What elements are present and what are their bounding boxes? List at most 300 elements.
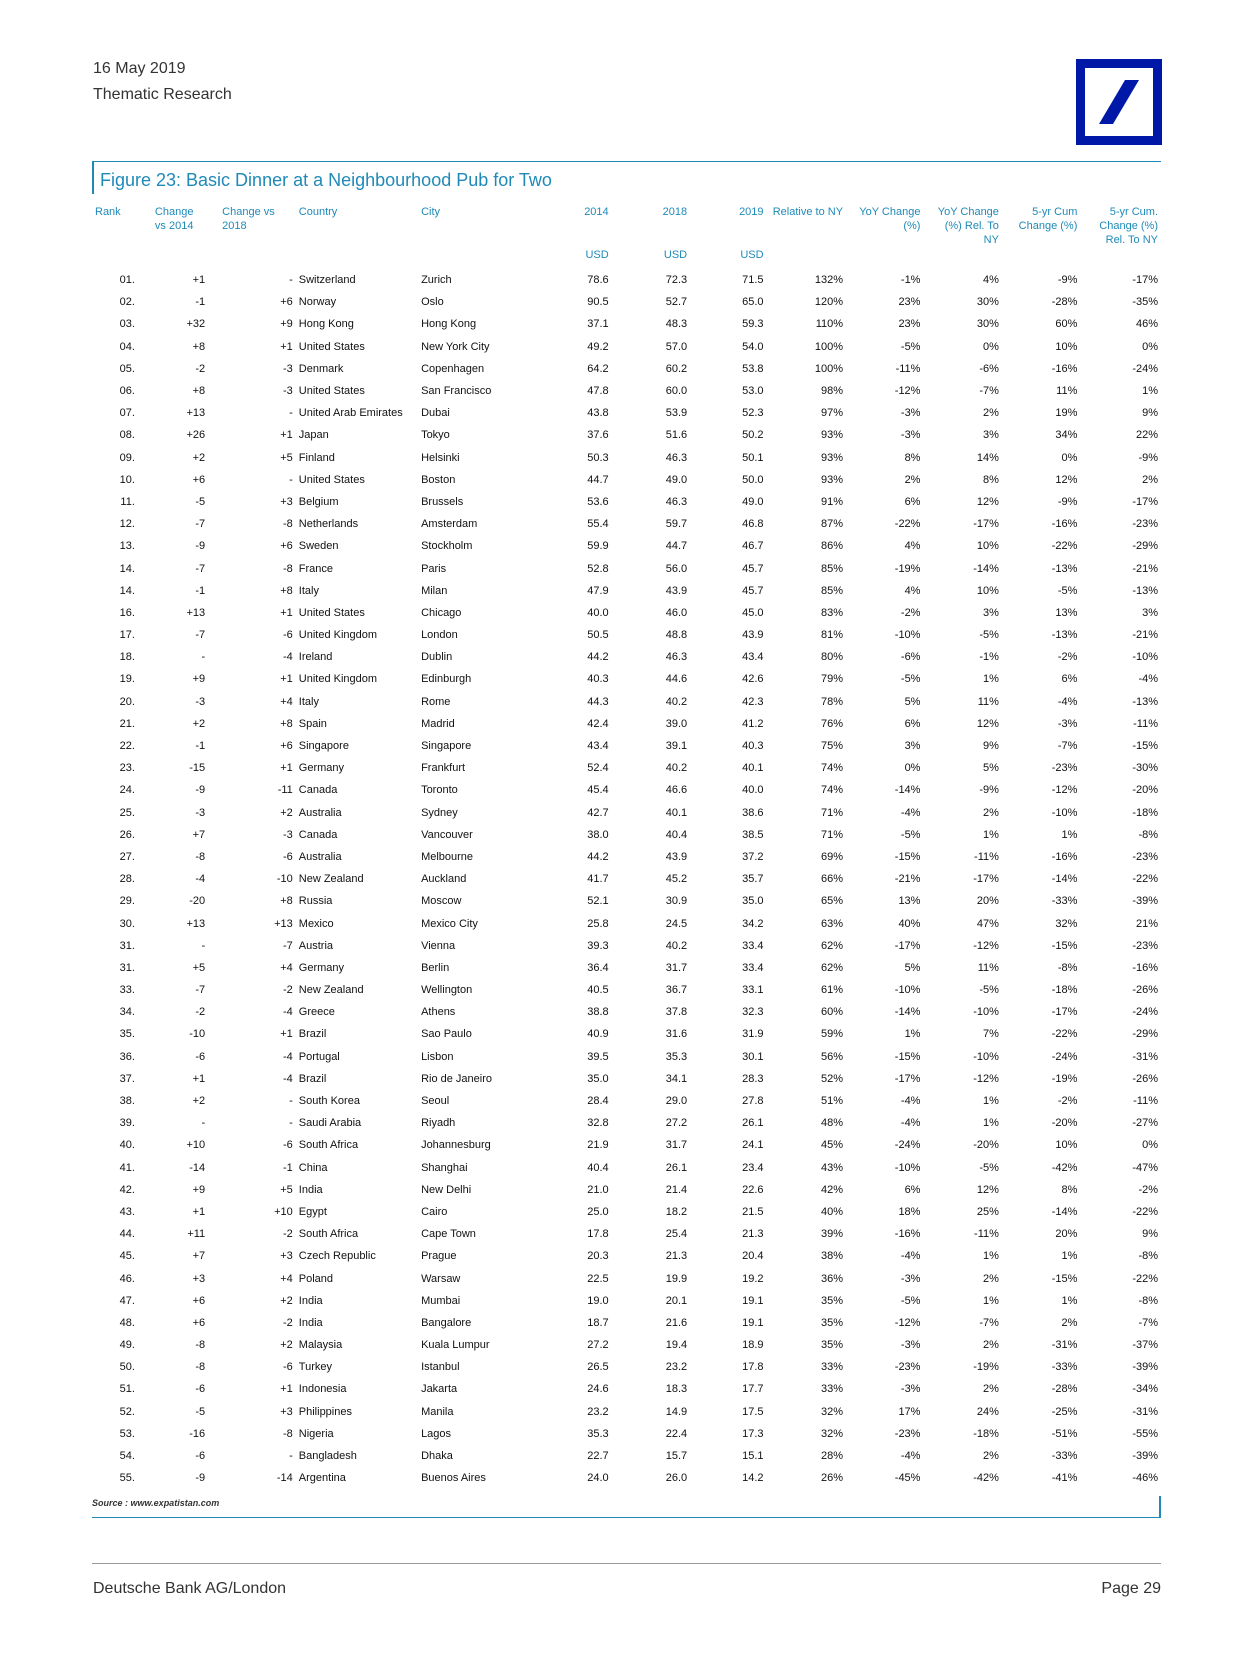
table-cell: 100% bbox=[814, 340, 844, 353]
table-cell: 47. bbox=[119, 1294, 135, 1307]
table-row bbox=[92, 779, 1161, 801]
table-cell: 14% bbox=[976, 451, 999, 464]
table-cell: 34.2 bbox=[742, 917, 764, 930]
table-cell: Germany bbox=[298, 961, 345, 974]
table-cell: 53.8 bbox=[742, 362, 764, 375]
table-cell: United States bbox=[298, 340, 365, 353]
table-cell: 51.6 bbox=[665, 429, 688, 442]
table-cell: 52.7 bbox=[665, 296, 688, 309]
table-cell: Riyadh bbox=[421, 1117, 456, 1130]
table-cell: 43.9 bbox=[665, 584, 688, 597]
table-body bbox=[92, 269, 1161, 1489]
table-cell: 26.1 bbox=[665, 1161, 688, 1174]
table-cell: 11% bbox=[977, 695, 999, 708]
table-cell: Edinburgh bbox=[421, 673, 472, 686]
table-cell: 76% bbox=[821, 717, 844, 730]
table-cell: +26 bbox=[186, 429, 206, 442]
table-cell: -9% bbox=[1057, 495, 1078, 508]
table-cell: +2 bbox=[192, 1095, 206, 1108]
table-cell: -51% bbox=[1051, 1427, 1078, 1440]
table-cell: China bbox=[298, 1161, 328, 1174]
figure-bottom-rule bbox=[92, 1517, 1161, 1518]
table-cell: 15.1 bbox=[742, 1450, 764, 1463]
table-cell: 24.1 bbox=[742, 1139, 764, 1152]
table-cell: -2 bbox=[195, 1006, 206, 1019]
table-cell: Seoul bbox=[421, 1095, 450, 1108]
table-cell: 71% bbox=[821, 828, 844, 841]
table-cell: -23% bbox=[1132, 939, 1158, 952]
unit-label bbox=[296, 249, 418, 269]
table-cell: 27.8 bbox=[742, 1095, 764, 1108]
table-cell: 51% bbox=[821, 1095, 844, 1108]
table-cell: 10% bbox=[976, 540, 999, 553]
table-cell: -7 bbox=[195, 984, 206, 997]
table-cell: -17% bbox=[894, 1072, 921, 1085]
table-cell: Finland bbox=[298, 451, 335, 464]
table-cell: Mexico City bbox=[421, 917, 478, 930]
table-cell: +9 bbox=[192, 1183, 206, 1196]
table-cell: -3% bbox=[900, 429, 921, 442]
table-cell: 30% bbox=[976, 318, 999, 331]
table-cell: 1% bbox=[983, 828, 999, 841]
table-cell: 25. bbox=[119, 806, 135, 819]
table-cell: 91% bbox=[821, 495, 844, 508]
table-cell: 55. bbox=[119, 1472, 135, 1485]
table-cell: Lisbon bbox=[421, 1050, 454, 1063]
table-cell: 31.6 bbox=[665, 1028, 688, 1041]
table-cell: 46.6 bbox=[665, 784, 688, 797]
table-cell: 32% bbox=[1055, 917, 1078, 930]
table-cell: -3% bbox=[900, 1383, 921, 1396]
table-cell: 65.0 bbox=[742, 296, 764, 309]
table-cell: 2% bbox=[904, 473, 921, 486]
table-cell: 13% bbox=[1055, 606, 1078, 619]
column-header: Change vs 2014 bbox=[154, 206, 194, 232]
table-cell: Tokyo bbox=[421, 429, 450, 442]
table-cell: 93% bbox=[821, 451, 844, 464]
table-cell: -8 bbox=[195, 850, 206, 863]
table-cell: 28. bbox=[119, 873, 135, 886]
table-cell: -3 bbox=[283, 828, 293, 841]
table-cell: 06. bbox=[119, 385, 135, 398]
table-cell: +5 bbox=[280, 451, 293, 464]
table-cell: Warsaw bbox=[421, 1272, 461, 1285]
table-row bbox=[92, 447, 1161, 469]
table-cell: 20. bbox=[119, 695, 135, 708]
table-cell: - bbox=[289, 1095, 293, 1108]
table-cell: -14% bbox=[1051, 1205, 1078, 1218]
table-cell: -25% bbox=[1051, 1405, 1078, 1418]
table-cell: 53.0 bbox=[742, 385, 764, 398]
table-cell: 2% bbox=[983, 1339, 999, 1352]
table-cell: -10% bbox=[1132, 651, 1158, 664]
table-cell: +8 bbox=[280, 584, 293, 597]
table-cell: 61% bbox=[821, 984, 844, 997]
table-cell: 45% bbox=[821, 1139, 844, 1152]
table-cell: 44.6 bbox=[665, 673, 688, 686]
table-cell: -7% bbox=[1057, 740, 1078, 753]
table-cell: 04. bbox=[119, 340, 135, 353]
table-cell: 6% bbox=[904, 717, 921, 730]
table-cell: -6 bbox=[283, 850, 293, 863]
table-cell: 43.8 bbox=[587, 407, 609, 420]
table-cell: 27.2 bbox=[665, 1117, 688, 1130]
table-cell: 19.2 bbox=[742, 1272, 764, 1285]
table-cell: -8% bbox=[1138, 1294, 1158, 1307]
table-cell: 8% bbox=[1061, 1183, 1078, 1196]
table-cell: 12% bbox=[976, 495, 999, 508]
table-cell: Greece bbox=[298, 1006, 335, 1019]
table-cell: -4% bbox=[1057, 695, 1078, 708]
table-cell: 59% bbox=[821, 1028, 844, 1041]
table-cell: - bbox=[289, 473, 293, 486]
table-cell: -16% bbox=[1132, 961, 1158, 974]
table-cell: +2 bbox=[192, 717, 206, 730]
table-cell: 50.2 bbox=[742, 429, 764, 442]
table-cell: Italy bbox=[298, 584, 319, 597]
table-cell: 40.3 bbox=[742, 740, 764, 753]
table-cell: +6 bbox=[192, 473, 206, 486]
table-cell: 7% bbox=[983, 1028, 999, 1041]
table-cell: 46.0 bbox=[665, 606, 688, 619]
table-cell: -31% bbox=[1051, 1339, 1078, 1352]
table-cell: Frankfurt bbox=[421, 762, 466, 775]
table-cell: -2% bbox=[1057, 1095, 1078, 1108]
footer-publisher: Deutsche Bank AG/London bbox=[93, 1580, 287, 1597]
table-cell: 28.4 bbox=[587, 1095, 609, 1108]
table-cell: Moscow bbox=[421, 895, 462, 908]
table-cell: 32.8 bbox=[587, 1117, 609, 1130]
page-number: Page 29 bbox=[1101, 1580, 1161, 1597]
table-cell: 31.7 bbox=[665, 1139, 688, 1152]
table-row bbox=[92, 1001, 1161, 1023]
table-cell: -8 bbox=[283, 518, 293, 531]
table-cell: 20% bbox=[1055, 1228, 1078, 1241]
table-cell: 52.8 bbox=[587, 562, 609, 575]
table-cell: Helsinki bbox=[421, 451, 460, 464]
table-cell: 60% bbox=[821, 1006, 844, 1019]
table-cell: -5% bbox=[979, 984, 999, 997]
table-cell: 03. bbox=[119, 318, 135, 331]
table-cell: -22% bbox=[1132, 1205, 1158, 1218]
table-cell: 1% bbox=[1142, 385, 1158, 398]
table-cell: +13 bbox=[274, 917, 293, 930]
table-cell: -9% bbox=[1057, 274, 1078, 287]
table-cell: 45.7 bbox=[742, 562, 764, 575]
table-cell: Singapore bbox=[421, 740, 472, 753]
table-cell: -23% bbox=[894, 1361, 921, 1374]
table-row bbox=[92, 1023, 1161, 1045]
table-row bbox=[92, 1223, 1161, 1245]
table-cell: 44.2 bbox=[587, 651, 609, 664]
table-cell: 46.3 bbox=[665, 651, 688, 664]
table-cell: Switzerland bbox=[298, 274, 356, 287]
table-cell: 11% bbox=[1056, 385, 1078, 398]
table-cell: 21.3 bbox=[665, 1250, 688, 1263]
table-cell: 17% bbox=[898, 1405, 921, 1418]
table-cell: 14. bbox=[119, 562, 135, 575]
table-cell: +6 bbox=[192, 1294, 206, 1307]
table-cell: 44.2 bbox=[587, 850, 609, 863]
table-cell: 1% bbox=[983, 1117, 999, 1130]
table-cell: -2% bbox=[1057, 651, 1078, 664]
table-cell: -9% bbox=[979, 784, 999, 797]
table-row bbox=[92, 802, 1161, 824]
table-cell: -13% bbox=[1132, 695, 1158, 708]
table-cell: -8% bbox=[1057, 961, 1078, 974]
table-cell: 02. bbox=[119, 296, 135, 309]
table-cell: 38% bbox=[821, 1250, 844, 1263]
table-cell: -28% bbox=[1051, 1383, 1078, 1396]
table-cell: Madrid bbox=[421, 717, 455, 730]
table-row bbox=[92, 580, 1161, 602]
table-cell: San Francisco bbox=[421, 385, 492, 398]
table-cell: -20% bbox=[1051, 1117, 1078, 1130]
table-cell: 38. bbox=[119, 1095, 135, 1108]
table-cell: 2% bbox=[983, 1383, 999, 1396]
column-header: City bbox=[421, 206, 441, 218]
table-cell: -16 bbox=[189, 1427, 206, 1440]
table-cell: 01. bbox=[119, 274, 135, 287]
table-cell: 52.1 bbox=[587, 895, 609, 908]
table-cell: 13% bbox=[898, 895, 921, 908]
table-cell: 27.2 bbox=[587, 1339, 609, 1352]
table-cell: 17.8 bbox=[587, 1228, 609, 1241]
table-cell: 62% bbox=[821, 961, 844, 974]
table-cell: 0% bbox=[904, 762, 921, 775]
table-cell: +6 bbox=[280, 740, 293, 753]
figure-title: Figure 23: Basic Dinner at a Neighbourhood Pub for Two bbox=[100, 170, 552, 190]
table-cell: -6% bbox=[900, 651, 921, 664]
table-cell: 56.0 bbox=[665, 562, 688, 575]
table-cell: Czech Republic bbox=[298, 1250, 376, 1263]
table-cell: 71% bbox=[821, 806, 844, 819]
table-cell: -5% bbox=[900, 1294, 921, 1307]
table-cell: 35. bbox=[119, 1028, 135, 1041]
table-row bbox=[92, 1312, 1161, 1334]
table-cell: 48.8 bbox=[665, 629, 688, 642]
table-cell: Paris bbox=[421, 562, 447, 575]
table-cell: 93% bbox=[821, 473, 844, 486]
table-cell: -26% bbox=[1132, 1072, 1158, 1085]
table-cell: 27. bbox=[119, 850, 135, 863]
table-cell: 74% bbox=[821, 784, 844, 797]
table-cell: -5 bbox=[195, 1405, 206, 1418]
table-cell: Copenhagen bbox=[421, 362, 485, 375]
table-cell: 37.8 bbox=[665, 1006, 688, 1019]
table-cell: Brussels bbox=[421, 495, 464, 508]
table-cell: 33.1 bbox=[742, 984, 764, 997]
table-cell: +8 bbox=[280, 895, 293, 908]
table-cell: Russia bbox=[298, 895, 333, 908]
table-cell: -15% bbox=[894, 850, 921, 863]
table-cell: 86% bbox=[821, 540, 844, 553]
table-cell: -2 bbox=[283, 1228, 293, 1241]
table-cell: 21.4 bbox=[665, 1183, 688, 1196]
table-cell: 98% bbox=[821, 385, 844, 398]
table-cell: 60.0 bbox=[665, 385, 688, 398]
unit-label bbox=[92, 249, 141, 269]
table-cell: Boston bbox=[421, 473, 456, 486]
table-cell: 35% bbox=[821, 1339, 844, 1352]
table-cell: 40.5 bbox=[587, 984, 609, 997]
table-cell: 1% bbox=[983, 1250, 999, 1263]
table-cell: New Zealand bbox=[298, 873, 364, 886]
table-cell: 46.3 bbox=[665, 451, 688, 464]
table-cell: 46.7 bbox=[742, 540, 764, 553]
table-cell: -6 bbox=[195, 1450, 206, 1463]
table-cell: 42.7 bbox=[587, 806, 609, 819]
table-cell: 2% bbox=[983, 407, 999, 420]
table-cell: 40.1 bbox=[665, 806, 688, 819]
table-cell: Wellington bbox=[421, 984, 473, 997]
table-cell: Brazil bbox=[298, 1072, 327, 1085]
table-cell: -6 bbox=[195, 1383, 206, 1396]
table-cell: -8 bbox=[195, 1339, 206, 1352]
table-cell: -8% bbox=[1138, 1250, 1158, 1263]
unit-label: USD bbox=[740, 249, 764, 261]
table-cell: -17% bbox=[973, 518, 999, 531]
table-cell: 30. bbox=[119, 917, 135, 930]
table-cell: 87% bbox=[821, 518, 844, 531]
table-cell: -2 bbox=[283, 1316, 293, 1329]
table-cell: 53.9 bbox=[665, 407, 688, 420]
table-cell: 2% bbox=[1142, 473, 1158, 486]
table-cell: 39.1 bbox=[665, 740, 688, 753]
table-cell: - bbox=[289, 1450, 293, 1463]
table-cell: 39.3 bbox=[587, 939, 609, 952]
table-cell: 21. bbox=[119, 717, 135, 730]
table-cell: 5% bbox=[904, 695, 921, 708]
table-cell: Vienna bbox=[421, 939, 456, 952]
table-cell: 25.8 bbox=[587, 917, 609, 930]
table-cell: +4 bbox=[280, 1272, 293, 1285]
table-cell: +7 bbox=[192, 1250, 206, 1263]
table-cell: -7% bbox=[979, 385, 999, 398]
table-cell: 26.0 bbox=[665, 1472, 688, 1485]
table-cell: 71.5 bbox=[742, 274, 764, 287]
table-cell: - bbox=[289, 274, 293, 287]
table-row bbox=[92, 912, 1161, 934]
table-cell: United States bbox=[298, 606, 365, 619]
table-cell: 19% bbox=[1055, 407, 1078, 420]
table-cell: +2 bbox=[192, 451, 206, 464]
table-cell: Johannesburg bbox=[421, 1139, 491, 1152]
table-cell: -23% bbox=[894, 1427, 921, 1440]
table-cell: 47.9 bbox=[587, 584, 609, 597]
table-cell: - bbox=[289, 407, 293, 420]
table-cell: +9 bbox=[192, 673, 206, 686]
table-cell: -5 bbox=[195, 495, 206, 508]
table-cell: 3% bbox=[1142, 606, 1158, 619]
table-cell: 45.2 bbox=[665, 873, 688, 886]
table-cell: Ireland bbox=[298, 651, 333, 664]
table-cell: -15% bbox=[1051, 1272, 1078, 1285]
table-cell: 41.7 bbox=[587, 873, 609, 886]
table-cell: -10% bbox=[973, 1006, 999, 1019]
table-cell: 39. bbox=[119, 1117, 135, 1130]
table-cell: -20% bbox=[973, 1139, 999, 1152]
table-cell: 25% bbox=[976, 1205, 999, 1218]
table-cell: -3% bbox=[900, 1339, 921, 1352]
table-cell: 24% bbox=[976, 1405, 999, 1418]
table-cell: -22% bbox=[894, 518, 921, 531]
table-cell: United Arab Emirates bbox=[298, 407, 403, 420]
table-cell: 19. bbox=[119, 673, 135, 686]
table-cell: 59.3 bbox=[742, 318, 764, 331]
table-cell: 25.4 bbox=[665, 1228, 688, 1241]
table-cell: 66% bbox=[821, 873, 844, 886]
table-cell: Toronto bbox=[421, 784, 458, 797]
table-cell: -5% bbox=[1057, 584, 1078, 597]
table-cell: - bbox=[201, 1117, 206, 1130]
table-row bbox=[92, 469, 1161, 491]
table-cell: 41.2 bbox=[742, 717, 764, 730]
table-cell: +13 bbox=[186, 606, 206, 619]
table-cell: 40.2 bbox=[665, 939, 688, 952]
table-cell: -12% bbox=[973, 1072, 999, 1085]
table-cell: +11 bbox=[187, 1228, 206, 1241]
table-cell: -11 bbox=[277, 784, 293, 797]
table-cell: -1 bbox=[195, 740, 206, 753]
table-cell: 20.1 bbox=[665, 1294, 688, 1307]
table-cell: Argentina bbox=[298, 1472, 346, 1485]
table-cell: -12% bbox=[1051, 784, 1078, 797]
table-cell: 39.0 bbox=[665, 717, 688, 730]
table-cell: -1 bbox=[283, 1161, 293, 1174]
table-row bbox=[92, 1090, 1161, 1112]
table-cell: Egypt bbox=[298, 1205, 327, 1218]
table-cell: Shanghai bbox=[421, 1161, 468, 1174]
table-cell: -28% bbox=[1051, 296, 1078, 309]
table-cell: Australia bbox=[298, 806, 342, 819]
table-cell: Hong Kong bbox=[421, 318, 477, 331]
table-cell: 43. bbox=[119, 1205, 135, 1218]
table-cell: 21.9 bbox=[587, 1139, 609, 1152]
table-cell: -21% bbox=[1132, 629, 1158, 642]
table-cell: 4% bbox=[904, 540, 921, 553]
report-type: Thematic Research bbox=[93, 86, 232, 103]
table-cell: 19.1 bbox=[742, 1316, 764, 1329]
table-row bbox=[92, 269, 1161, 291]
table-cell: 35.0 bbox=[742, 895, 764, 908]
column-header: 5-yr Cum Change (%) bbox=[1018, 206, 1078, 232]
table-row bbox=[92, 1445, 1161, 1467]
table-cell: 33. bbox=[119, 984, 135, 997]
table-cell: 69% bbox=[821, 850, 844, 863]
table-row bbox=[92, 1334, 1161, 1356]
table-cell: -8% bbox=[1138, 828, 1158, 841]
table-cell: 18. bbox=[119, 651, 135, 664]
table-cell: Germany bbox=[298, 762, 345, 775]
table-units-row bbox=[92, 249, 1161, 269]
table-cell: 40.2 bbox=[665, 695, 688, 708]
table-cell: +3 bbox=[280, 1405, 293, 1418]
table-cell: 35.3 bbox=[665, 1050, 688, 1063]
table-cell: -4 bbox=[283, 1072, 293, 1085]
table-cell: -31% bbox=[1132, 1405, 1158, 1418]
table-cell: Jakarta bbox=[421, 1383, 458, 1396]
table-cell: 26.5 bbox=[587, 1361, 609, 1374]
column-header: 2018 bbox=[662, 206, 688, 218]
table-cell: -13% bbox=[1051, 562, 1078, 575]
table-cell: Rome bbox=[421, 695, 451, 708]
table-cell: Brazil bbox=[298, 1028, 327, 1041]
table-cell: 44.7 bbox=[587, 473, 609, 486]
table-cell: Poland bbox=[298, 1272, 334, 1285]
table-cell: Mumbai bbox=[421, 1294, 461, 1307]
table-cell: 24.5 bbox=[665, 917, 688, 930]
